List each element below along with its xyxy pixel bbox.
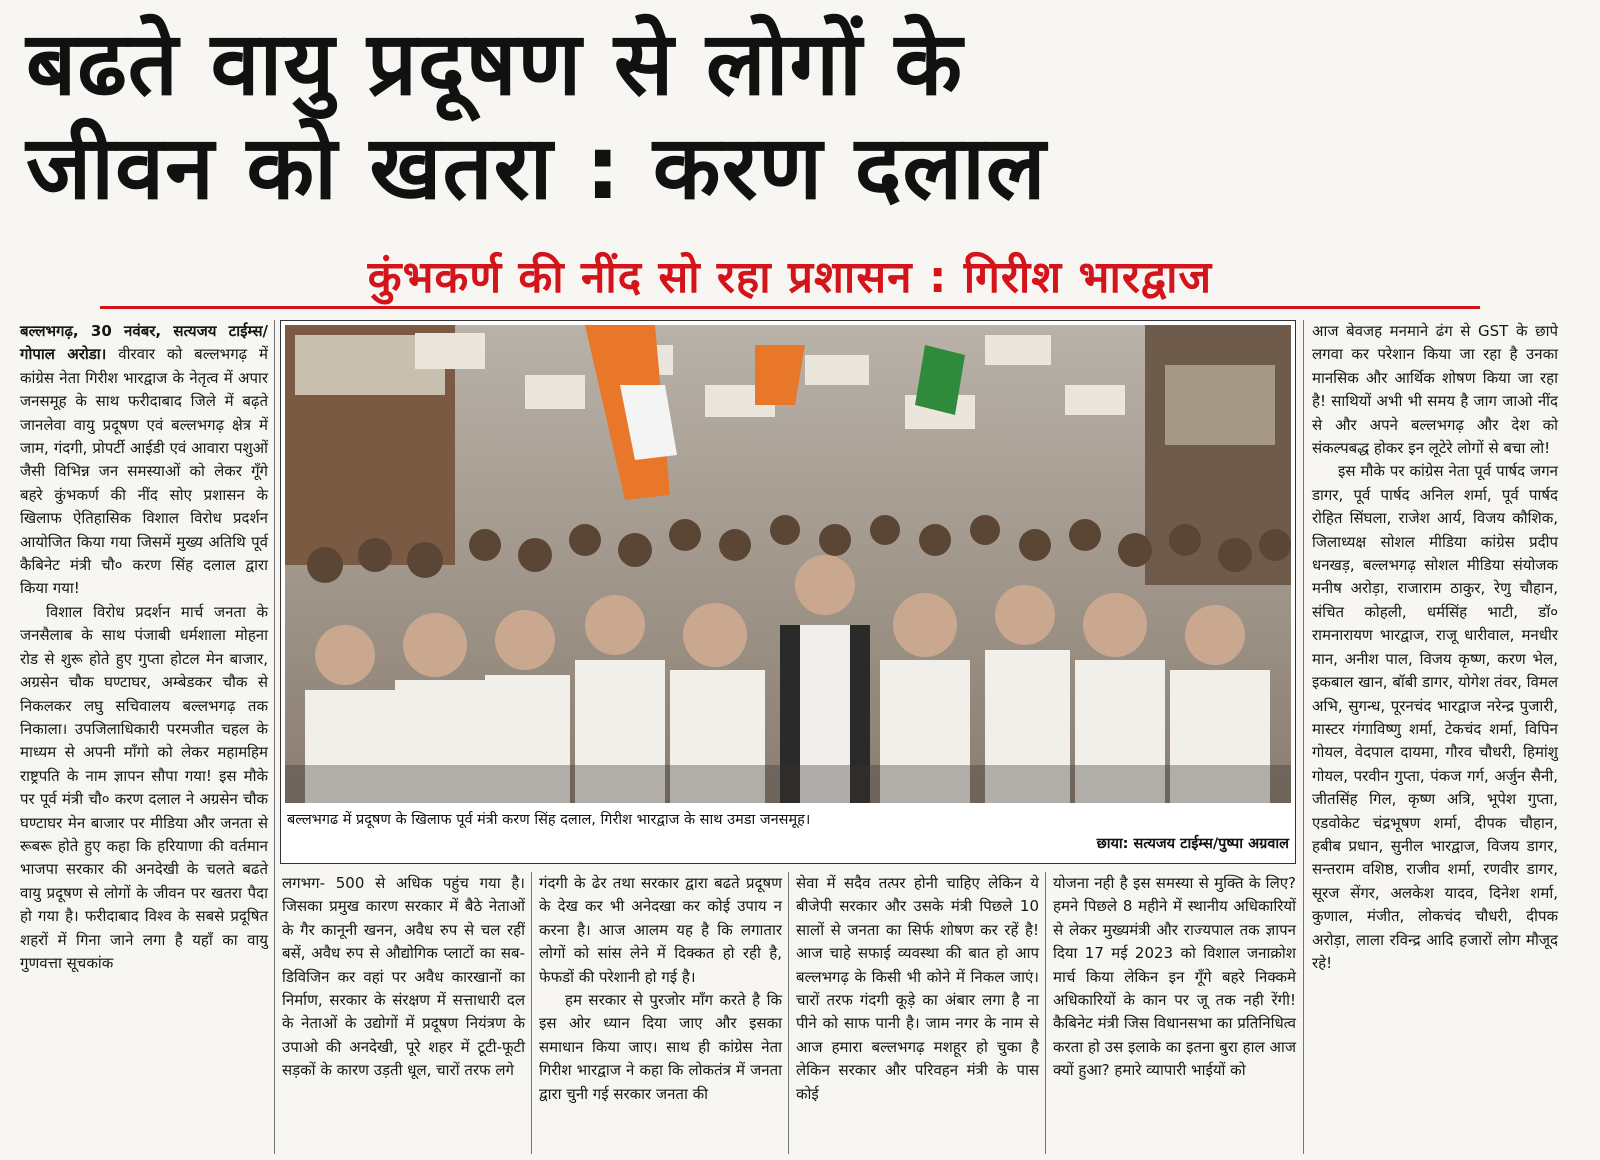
column-divider	[788, 872, 789, 1154]
subheadline: कुंभकर्ण की नींद सो रहा प्रशासन : गिरीश भारद्वाज	[367, 252, 1213, 303]
crowd-photo-illustration	[285, 325, 1291, 803]
article-column-4: सेवा में सदैव तत्पर होनी चाहिए लेकिन ये बीजेपी सरकार और उसके मंत्री पिछले 10 सालों से जनता का सिर्फ शोषण कर रहें है! आज चाहे सफाई व्यवस्था की बात हो आप बल्लभगढ़ के किसी भी कोने में निकल जाएं। चारों तरफ गंदगी कूड़े का अंबार लगा है ना पीने को साफ पानी है। जाम नगर के नाम से आज हमारा बल्लभगढ़ मशहूर हो चुका है लेकिन सरकार और परिवहन मंत्री के पास कोई	[796, 874, 1039, 1103]
crowd-photo	[285, 325, 1291, 803]
column-divider	[1045, 872, 1046, 1154]
column-divider	[274, 320, 275, 1154]
dateline: बल्लभगढ़, 30 नवंबर, सत्यजय टाईम्स/गोपाल अरोडा।	[20, 322, 268, 364]
headline-line-1: बढते वायु प्रदूषण से लोगों के	[26, 12, 964, 115]
article-paragraph: इस मौके पर कांग्रेस नेता पूर्व पार्षद जगन डागर, पूर्व पार्षद अनिल शर्मा, पूर्व पार्षद रोहित सिंघला, राजेश आर्य, विजय कौशिक, जिलाध्यक्ष सोशल मीडिया कांग्रेस प्रदीप धनखड़, बल्लभगढ़ सोशल मीडिया संयोजक मनीष अरोड़ा, राजाराम ठाकुर, रेणु चौहान, संचित कोहली, धर्मसिंह भाटी, डॉ० रामनारायण भारद्वाज, राजू धारीवाल, मनधीर मान, अनीश पाल, विजय कृष्ण, करण भेल, इकबाल खान, बॉबी डागर, योगेश तंवर, विमल अभि, सुगन्ध, पूरनचंद भारद्वाज नरेन्द्र पुजारी, मास्टर गंगाविष्णु शर्मा, टेकचंद शर्मा, विपिन गोयल, वेदपाल दायमा, गौरव चौधरी, हिमांशु गोयल, परवीन गुप्ता, पंकज गर्ग, अर्जुन सैनी, जीतसिंह गिल, कृष्ण अत्रि, भूपेश गुप्ता, एडवोकेट चंद्रभूषण शर्मा, दीपक चौहान, हबीब प्रधान, सुनील भारद्वाज, विजय डागर, सन्तराम वशिष्ठ, राजीव शर्मा, रणवीर डागर, सूरज सेंगर, अलकेश यादव, दिनेश शर्मा, कुणाल, मंजीत, लोकचंद चौधरी, दीपक अरोड़ा, लाला रविन्द्र आदि हजारों लोग मौजूद रहे!	[1312, 462, 1558, 972]
article-paragraph: गंदगी के ढेर तथा सरकार द्वारा बढते प्रदूषण के देख कर भी अनेदखा कर कोई उपाय न करना है। आज आलम यह है कि लगातार लोगों को सांस लेने में दिक्कत हो रही है, फेफडों की परेशानी हो गई है।	[539, 874, 782, 986]
article-paragraph-1	[20, 320, 268, 601]
news-photo-frame	[280, 320, 1296, 864]
photo-caption: बल्लभगढ में प्रदूषण के खिलाफ पूर्व मंत्री करण सिंह दलाल, गिरीश भारद्वाज के साथ उमडा जनसमूह।	[287, 812, 811, 828]
subheadline-underline	[100, 306, 1480, 309]
article-paragraph: हम सरकार से पुरजोर माँग करते है कि इस ओर ध्यान दिया जाए और इसका समाधान किया जाए। साथ ही कांग्रेस नेता गिरीश भारद्वाज ने कहा कि लोकतंत्र में जनता द्वारा चुनी गई सरकार जनता की	[539, 991, 782, 1103]
article-paragraph-2: विशाल विरोध प्रदर्शन मार्च जनता के जनसैलाब के साथ पंजाबी धर्मशाला मोहना रोड से शुरू होते हुए गुप्ता होटल मेन बाजार, अग्रसेन चौक घण्टाघर, अम्बेडकर चौक से निकलकर लघु सचिवालय बल्लभगढ़ तक निकाला। उपजिलाधिकारी परमजीत चहल के माध्यम से अपनी माँगो को लेकर महामहिम राष्ट्रपति के नाम ज्ञापन सौपा गया! इस मौके पर पूर्व मंत्री चौ० करण दलाल ने अग्रसेन चौक घण्टाघर मेन बाजार पर मीडिया और जनता से रूबरू होते हुए कहा कि हरियाणा की वर्तमान भाजपा सरकार की अनदेखी के चलते बढते वायु प्रदूषण से लोगों के जीवन पर खतरा पैदा हो गया है। फरीदाबाद विश्व के सबसे प्रदूषित शहरों में गिना जाने लगा है यहाँ का वायु गुणवत्ता सूचकांक	[20, 602, 268, 972]
headline-line-2: जीवन को खतरा : करण दलाल	[26, 116, 1047, 219]
article-column-3	[539, 872, 782, 1106]
headline	[18, 12, 1578, 220]
photo-credit: छाया: सत्यजय टाईम्स/पुष्पा अग्रवाल	[1096, 836, 1289, 852]
article-text: वीरवार को बल्लभगढ़ में कांग्रेस नेता गिरीश भारद्वाज के नेतृत्व में अपार जनसमूह के साथ फरीदाबाद जिले में बढ़ते जानलेवा वायु प्रदूषण एवं बल्लभगढ़ क्षेत्र में जाम, गंदगी, प्रोपर्टी आईडी एवं आवारा पशुओं जैसी विभिन्न जन समस्याओं को लेकर गूँगे बहरे कुंभकर्ण की नींद सोए प्रशासन के खिलाफ ऐतिहासिक विशाल विरोध प्रदर्शन आयोजित किया गया जिसमें मुख्य अतिथि पूर्व कैबिनेट मंत्री चौ० करण सिंह दलाल द्वारा किया गया!	[20, 345, 268, 598]
column-divider	[531, 872, 532, 1154]
article-column-5: योजना नही है इस समस्या से मुक्ति के लिए? हमने पिछले 8 महीने में स्थानीय अधिकारियों से लेकर मुख्यमंत्री और राज्यपाल तक ज्ञापन दिया 17 मई 2023 को विशाल जनाक्रोश मार्च किया लेकिन इन गूँगे बहरे निक्कमे अधिकारियों के कान पर जू तक नही रेंगी! कैबिनेट मंत्री जिस विधानसभा का प्रतिनिधित्व करता हो उस इलाके का इतना बुरा हाल आज क्यों हुआ? हमारे व्यापारी भाईयों को	[1053, 874, 1296, 1080]
article-column-6	[1312, 320, 1558, 975]
article-column-2: लगभग- 500 से अधिक पहुंच गया है। जिसका प्रमुख कारण सरकार में बैठे नेताओं के गैर कानूनी खनन, अवैध रुप से चल रहीं बसें, अवैध रुप से औद्योगिक प्लाटों का सब-डिविजिन कर वहां पर अवैध कारखानों का निर्माण, सरकार के संरक्षण में सत्ताधारी दल के नेताओं के उद्योगों में प्रदूषण नियंत्रण के उपाओ की अनदेखी, पूरे शहर में टूटी-फूटी सड़कों के कारण उड़ती धूल, चारों तरफ लगे	[282, 874, 525, 1080]
article-column-1	[20, 320, 268, 975]
column-divider	[1303, 320, 1304, 1154]
article-paragraph: आज बेवजह मनमाने ढंग से GST के छापे लगवा कर परेशान किया जा रहा है उनका मानसिक और आर्थिक शोषण किया जा रहा है! साथियों अभी भी समय है जाग जाओ नींद से और अपने बल्लभगढ़ और देश को संकल्पबद्ध होकर इन लूटेरे लोगों से बचा लो!	[1312, 322, 1558, 458]
